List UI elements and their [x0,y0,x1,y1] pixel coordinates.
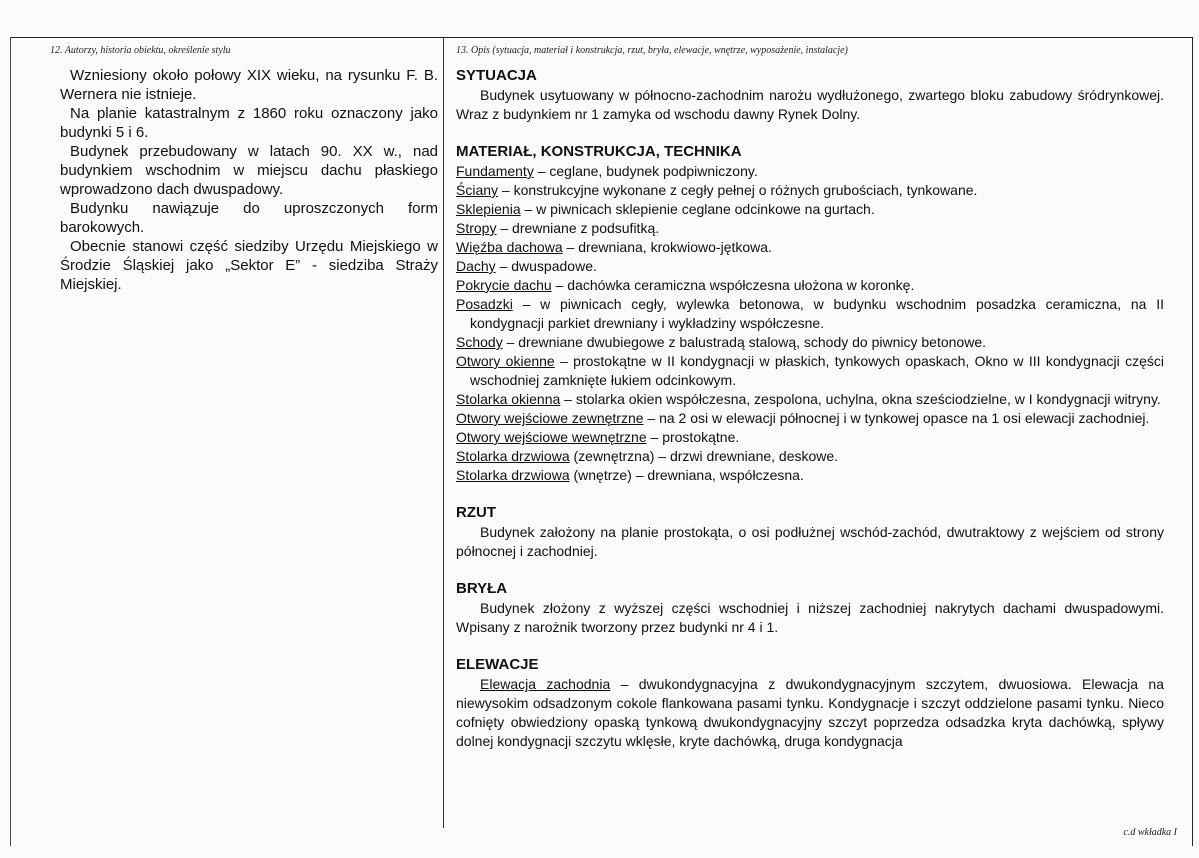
material-item [456,352,1164,390]
material-item [456,390,1164,409]
material-item-text: – w piwnicach cegły, wylewka betonowa, w budynku wschodnim posadzka ceramiczna, na II kondygnacji parkiet drewniany i wykładziny współczesne. [470,296,1164,331]
material-item-label: Pokrycie dachu [456,277,552,293]
material-item-text: – drewniane dwubiegowe z balustradą stalową, schody do piwnicy betonowe. [502,334,986,350]
material-item-text: – drewniana, krokwiowo-jętkowa. [562,239,772,255]
history-paragraph: Budynek przebudowany w latach 90. XX w., nad budynkiem wschodnim w miejscu dachu płaskiego wprowadzono dach dwuspadowy. [60,143,438,198]
material-item-text: (zewnętrzna) – drzwi drewniane, deskowe. [569,448,839,464]
material-item [456,276,1164,295]
material-item-label: Stolarka okienna [456,391,561,407]
material-item-label: Otwory wejściowe zewnętrzne [456,410,644,426]
material-item-text: – stolarka okien współczesna, zespolona, uchylna, okna sześciodzielne, w I kondygnacji witryny. [560,391,1161,407]
material-item [456,295,1164,333]
material-item-label: Dachy [456,258,496,274]
material-item [456,409,1164,428]
material-item-label: Stolarka drzwiowa [456,448,570,464]
section-title-rzut: RZUT [456,504,496,521]
material-item-text: – ceglane, budynek podpiwniczony. [533,163,758,179]
right-column [456,44,1164,751]
material-item-label: Otwory wejściowe wewnętrzne [456,429,647,445]
material-item [456,466,1164,485]
material-item-text: – na 2 osi w elewacji północnej i w tynkowej opasce na 1 osi elewacji zachodniej. [643,410,1150,426]
right-column-header: 13. Opis (sytuacja, materiał i konstrukcja, rzut, bryła, elewacje, wnętrze, wyposażenie, instalacje) [456,45,848,56]
history-paragraph: Wzniesiony około połowy XIX wieku, na rysunku F. B. Wernera nie istnieje. [60,67,438,103]
material-item-text: – prostokątne w II kondygnacji w płaskich, tynkowych opaskach, Okno w III kondygnacji części wschodniej zamknięte łukiem odcinkowym. [470,353,1164,388]
history-paragraph: Budynku nawiązuje do uproszczonych form barokowych. [60,200,438,236]
material-item-label: Posadzki [456,296,513,312]
rzut-text: Budynek założony na planie prostokąta, o osi podłużnej wschód-zachód, dwutraktowy z wejściem od strony północnej i zachodniej. [456,524,1164,559]
column-divider [443,37,444,828]
left-column [50,44,438,294]
bryla-text: Budynek złożony z wyższej części wschodniej i niższej zachodniej nakrytych dachami dwuspadowymi. Wpisany z narożnik tworzony przez budynki nr 4 i 1. [456,600,1164,635]
continuation-note: c.d wkładka I [1123,827,1177,838]
left-column-header: 12. Autorzy, historia obiektu, określenie stylu [50,45,231,56]
frame-left-border [10,37,11,846]
material-item-text: – w piwnicach sklepienie ceglane odcinkowe na gurtach. [520,201,875,217]
material-item-label: Stolarka drzwiowa [456,467,570,483]
elewacje-text [456,675,1164,751]
history-paragraph: Na planie katastralnym z 1860 roku oznaczony jako budynki 5 i 6. [60,105,438,141]
material-item-label: Schody [456,334,503,350]
material-item-label: Otwory okienne [456,353,555,369]
section-title-material: MATERIAŁ, KONSTRUKCJA, TECHNIKA [456,143,742,160]
section-title-bryla: BRYŁA [456,580,508,597]
material-item-text: – dachówka ceramiczna współczesna ułożona w koronkę. [551,277,915,293]
material-item-text: (wnętrze) – drewniana, współczesna. [569,467,804,483]
material-item-label: Więźba dachowa [456,239,563,255]
section-title-sytuacja: SYTUACJA [456,67,537,84]
material-item [456,333,1164,352]
frame-right-border [1192,37,1193,846]
section-title-elewacje: ELEWACJE [456,656,539,673]
material-item [456,447,1164,466]
material-item [456,181,1164,200]
material-item-text: – konstrukcyjne wykonane z cegły pełnej o różnych grubościach, tynkowane. [498,182,978,198]
material-item-text: – dwuspadowe. [495,258,597,274]
history-paragraph: Obecnie stanowi część siedziby Urzędu Miejskiego w Środzie Śląskiej jako „Sektor E” - siedziba Straży Miejskiej. [60,238,438,293]
material-item [456,428,1164,447]
material-item [456,219,1164,238]
frame-top-border [10,37,1193,38]
material-item [456,257,1164,276]
material-item-label: Stropy [456,220,497,236]
material-item [456,162,1164,181]
material-item [456,238,1164,257]
material-item-label: Fundamenty [456,163,534,179]
sytuacja-text: Budynek usytuowany w północno-zachodnim narożu wydłużonego, zwartego bloku zabudowy śródrynkowej. Wraz z budynkiem nr 1 zamyka od wschodu dawny Rynek Dolny. [456,87,1164,122]
material-item-text: – drewniane z podsufitką. [496,220,660,236]
elewacje-body: – dwukondygnacyjna z dwukondygnacyjnym szczytem, dwuosiowa. Elewacja na niewysokim odsadzonym cokole flankowana pasami tynku. Kondygnacje i szczyt oddzielone pasami tynku. Nieco cofnięty obwiedziony opaską tynkową dwukondygnacyjny szczyt poprzedza odsadzka kryta dachówką, spływy dolnej kondygnacji szczytu wklęsłe, kryte dachówką, druga kondygnacja [456,676,1165,749]
elewacje-label: Elewacja zachodnia [480,676,611,692]
material-item [456,200,1164,219]
material-item-label: Sklepienia [456,201,521,217]
material-item-text: – prostokątne. [646,429,740,445]
material-item-label: Ściany [456,182,499,198]
